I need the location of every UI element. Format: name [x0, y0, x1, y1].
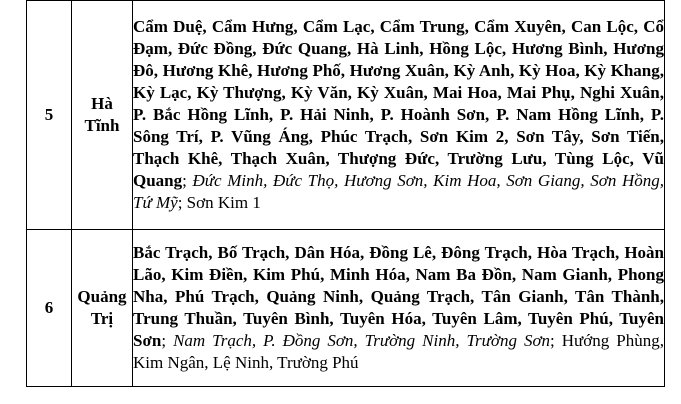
- province-table: [26, 0, 665, 387]
- province-name: [72, 1, 133, 230]
- province-name-line: Hà: [91, 94, 113, 113]
- province-name-line: Quảng: [77, 287, 127, 306]
- commune-list: [133, 230, 665, 387]
- table-row: [27, 230, 665, 387]
- commune-list-normal: Sơn Kim 1: [186, 193, 261, 212]
- province-name: [72, 230, 133, 387]
- row-number: 6: [27, 230, 72, 387]
- row-number: 5: [27, 1, 72, 230]
- commune-list-italic: Đức Minh, Đức Thọ, Hương Sơn, Kim Hoa, Sơn Giang, Sơn Hồng, Tứ Mỹ: [133, 171, 664, 212]
- commune-list-bold: Bắc Trạch, Bố Trạch, Dân Hóa, Đồng Lê, Đông Trạch, Hòa Trạch, Hoàn Lão, Kim Điền, Kim Phú, Minh Hóa, Nam Ba Đồn, Nam Gianh, Phong Nha, Phú Trạch, Quảng Ninh, Quảng Trạch, Tân Gianh, Tân Thành, Trung Thuần, Tuyên Bình, Tuyên Hóa, Tuyên Lâm, Tuyên Phú, Tuyên Sơn: [133, 243, 664, 350]
- separator: ;: [177, 193, 187, 212]
- commune-list-italic: Nam Trạch, P. Đồng Sơn, Trường Ninh, Trường Sơn: [173, 331, 551, 350]
- commune-list-bold: Cẩm Duệ, Cẩm Hưng, Cẩm Lạc, Cẩm Trung, Cẩm Xuyên, Can Lộc, Cổ Đạm, Đức Đồng, Đức Quang, Hà Linh, Hồng Lộc, Hương Bình, Hương Đô, Hương Khê, Hương Phố, Hương Xuân, Kỳ Anh, Kỳ Hoa, Kỳ Khang, Kỳ Lạc, Kỳ Thượng, Kỳ Văn, Kỳ Xuân, Mai Hoa, Mai Phụ, Nghi Xuân, P. Bắc Hồng Lĩnh, P. Hải Ninh, P. Hoành Sơn, P. Nam Hồng Lĩnh, P. Sông Trí, P. Vũng Áng, Phúc Trạch, Sơn Kim 2, Sơn Tây, Sơn Tiến, Thạch Khê, Thạch Xuân, Thượng Đức, Trường Lưu, Tùng Lộc, Vũ Quang: [133, 17, 664, 190]
- separator: ;: [161, 331, 174, 350]
- province-name-line: Trị: [90, 309, 114, 328]
- table-row: [27, 1, 665, 230]
- separator: ;: [550, 331, 562, 350]
- separator: ;: [182, 171, 193, 190]
- province-name-line: Tĩnh: [84, 116, 120, 135]
- commune-list: [133, 1, 665, 230]
- commune-list-normal: Hướng Phùng, Kim Ngân, Lệ Ninh, Trường Phú: [133, 331, 664, 372]
